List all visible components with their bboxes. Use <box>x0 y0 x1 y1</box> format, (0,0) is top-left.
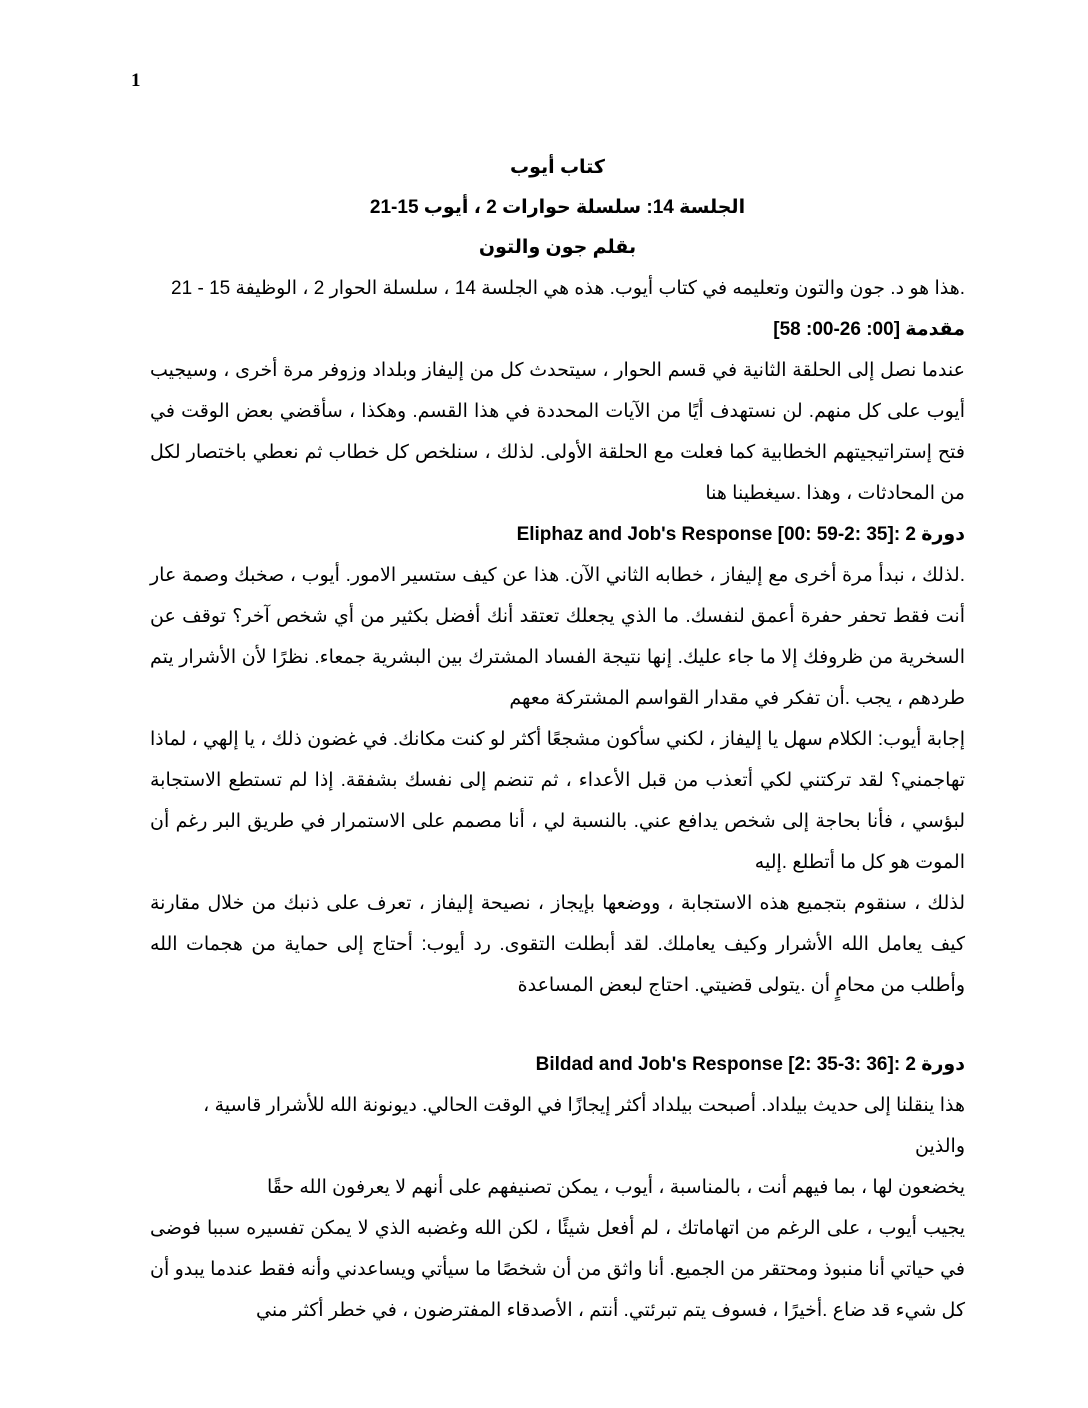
intro-line: .هذا هو د. جون والتون وتعليمه في كتاب أيوب. هذه هي الجلسة 14 ، سلسلة الحوار 2 ، الوظيفة 15 - 21 <box>171 278 965 299</box>
book-title: كتاب أيوب <box>510 157 605 178</box>
paragraph: هذا ينقلنا إلى حديث بيلداد. أصبحت بيلداد أكثر إيجازًا في الوقت الحالي. ديونونة الله للأشرار قاسية ، والذين <box>203 1095 965 1157</box>
section-heading-eliphaz: دورة 2 :Eliphaz and Job's Response [00: 59-2: 35] <box>516 524 965 545</box>
paragraph: عندما نصل إلى الحلقة الثانية في قسم الحوار ، سيتحدث كل من إليفاز وبلداد وزوفر مرة أخرى ، وسيجيب أيوب على كل منهم. لن نستهدف أيًا من الآيات المحددة في هذا القسم. وهكذا ، سأقضي بعض الوقت في فتح إستراتيجيتهم الخطابية كما فعلت مع الحلقة الأولى. لذلك ، سنلخص كل خطاب ثم نعطي باختصار لكل من المحادثات ، وهذا .سيغطينا هنا <box>150 360 965 504</box>
author-line: بقلم جون والتون <box>478 237 637 258</box>
paragraph: لذلك ، سنقوم بتجميع هذه الاستجابة ، ووضعها بإيجاز ، نصيحة إليفاز ، تعرف على ذنبك من خلال مقارنة كيف يعامل الله الأشرار وكيف يعاملك. لقد أبطلت التقوى. رد أيوب: أحتاج إلى حماية من هجمات الله وأطلب من محامٍ أن .يتولى قضيتي. احتاج لبعض المساعدة <box>150 893 965 996</box>
paragraph: يخضعون لها ، بما فيهم أنت ، بالمناسبة ، أيوب ، يمكن تصنيفهم على أنهم لا يعرفون الله حقًا <box>266 1177 965 1198</box>
section-heading-intro: مقدمة [00: 26-00: 58] <box>773 319 965 340</box>
paragraph: إجابة أيوب: الكلام سهل يا إليفاز ، لكني سأكون مشجعًا أكثر لو كنت مكانك. في غضون ذلك ، يا إلهي ، لماذا تهاجمني؟ لقد تركتني لكي أتعذب من قبل الأعداء ، ثم تنضم إلى نفسك بشفقة. إذا لم تستطع الاستجابة لبؤسي ، فأنا بحاجة إلى شخص يدافع عني. بالنسبة لي ، أنا مصمم على الاستمرار في طريق البر رغم أن الموت هو كل ما أتطلع .إليه <box>149 729 965 873</box>
paragraph: يجيب أيوب ، على الرغم من اتهاماتك ، لم أفعل شيئًا ، لكن الله وغضبه الذي لا يمكن تفسيره سببا فوضى في حياتي أنا منبوذ ومحتقر من الجميع. أنا واثق من أن شخصًا ما سيأتي ويساعدني وأنه فقط عندما يبدو أن كل شيء قد ضاع .أخيرًا ، فسوف يتم تبرئتي. أنتم ، الأصدقاء المفترضون ، في خطر أكثر مني <box>150 1218 965 1321</box>
page-number: 1 <box>131 70 141 91</box>
paragraph: .لذلك ، نبدأ مرة أخرى مع إليفاز ، خطابه الثاني الآن. هذا عن كيف ستسير الامور. أيوب ، صخبك وصمة عار أنت فقط تحفر حفرة أعمق لنفسك. ما الذي يجعلك تعتقد أنك أفضل بكثير من أي شخص آخر؟ توقف عن السخرية من ظروفك إلا ما جاء عليك. إنها نتيجة الفساد المشترك بين البشرية جمعاء. نظرًا لأن الأشرار يتم طردهم ، يجب .أن تفكر في مقدار القواسم المشتركة معهم <box>150 565 965 709</box>
section-heading-bildad: دورة 2 :Bildad and Job's Response [2: 35-3: 36] <box>535 1054 965 1075</box>
session-title: الجلسة 14: سلسلة حوارات 2 ، أيوب 15-21 <box>369 197 746 218</box>
spacer <box>150 1006 965 1044</box>
document-body <box>150 148 965 1331</box>
